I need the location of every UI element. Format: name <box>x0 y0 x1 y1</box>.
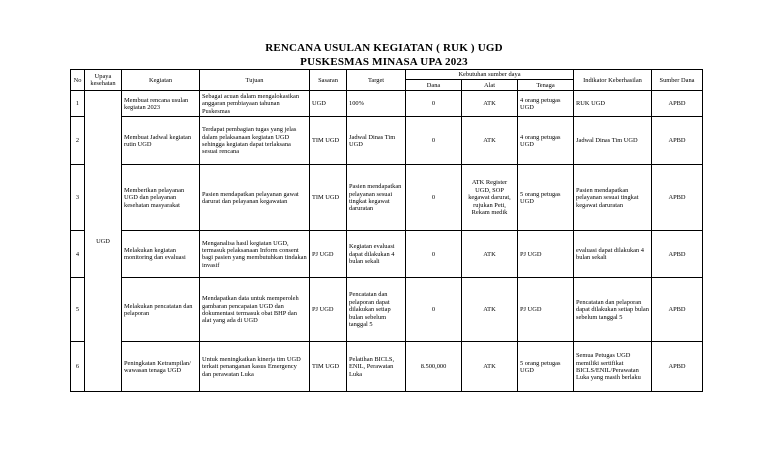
cell-tenaga: 4 orang petugas UGD <box>518 91 574 117</box>
header-dana: Dana <box>406 80 462 91</box>
header-tenaga: Tenaga <box>518 80 574 91</box>
cell-tujuan: Menganalisa hasil kegiatan UGD, termasuk pelaksanaan Inform consent bagi pasien yang membutuhkan tindakan invasif <box>200 231 310 278</box>
cell-sumber: APBD <box>652 117 703 165</box>
cell-no: 5 <box>71 278 85 342</box>
cell-tujuan: Sebagai acuan dalam mengalokasikan anggaran pembiayaan tahunan Puskesmas <box>200 91 310 117</box>
cell-no: 1 <box>71 91 85 117</box>
cell-dana: 0 <box>406 91 462 117</box>
cell-sumber: APBD <box>652 231 703 278</box>
header-sumber: Sumber Dana <box>652 70 703 91</box>
cell-tenaga: 5 orang petugas UGD <box>518 342 574 392</box>
document-subtitle: PUSKESMAS MINASA UPA 2023 <box>300 56 468 68</box>
header-alat: Alat <box>462 80 518 91</box>
cell-tujuan: Untuk meningkatkan kinerja tim UGD terkait penanganan kasus Emergency dan perawatan Luka <box>200 342 310 392</box>
cell-indikator: Semua Petugas UGD memiliki sertifikat BICLS/ENIL/Perawatan Luka yang masih berlaku <box>574 342 652 392</box>
cell-alat: ATK <box>462 117 518 165</box>
cell-sasaran: TIM UGD <box>310 117 347 165</box>
cell-tujuan: Mendapatkan data untuk memperoleh gambaran pencapaian UGD dan dokumentasi termasuk obat BHP dan alat yang ada di UGD <box>200 278 310 342</box>
table-row <box>71 342 703 392</box>
header-kebutuhan: Kebutuhan sumber daya <box>406 70 574 80</box>
header-no: No <box>71 70 85 91</box>
cell-sasaran: TIM UGD <box>310 165 347 231</box>
cell-sumber: APBD <box>652 165 703 231</box>
cell-indikator: evaluasi dapat dilakukan 4 bulan sekali <box>574 231 652 278</box>
cell-dana: 8.500,000 <box>406 342 462 392</box>
header-tujuan: Tujuan <box>200 70 310 91</box>
cell-dana: 0 <box>406 165 462 231</box>
cell-dana: 0 <box>406 117 462 165</box>
header-sasaran: Sasaran <box>310 70 347 91</box>
cell-no: 3 <box>71 165 85 231</box>
cell-target: Kegiatan evaluasi dapat dilakukan 4 bulan sekali <box>347 231 406 278</box>
cell-target: 100% <box>347 91 406 117</box>
cell-no: 2 <box>71 117 85 165</box>
cell-sasaran: PJ UGD <box>310 278 347 342</box>
cell-indikator: RUK UGD <box>574 91 652 117</box>
cell-target: Jadwal Dinas Tim UGD <box>347 117 406 165</box>
table-row <box>71 278 703 342</box>
cell-sumber: APBD <box>652 278 703 342</box>
cell-sumber: APBD <box>652 91 703 117</box>
cell-sumber: APBD <box>652 342 703 392</box>
cell-target: Pelatihan BICLS, ENIL, Perawatan Luka <box>347 342 406 392</box>
cell-target: Pasien mendapatkan pelayanan sesuai tingkat kegawat daruratan <box>347 165 406 231</box>
document-title: RENCANA USULAN KEGIATAN ( RUK ) UGD <box>265 42 503 54</box>
cell-alat: ATK <box>462 231 518 278</box>
cell-alat: ATK Register UGD, SOP kegawat darurat, rujukan Peti, Rekam medik <box>462 165 518 231</box>
cell-kegiatan: Melakukan kegiatan monitoring dan evaluasi <box>122 231 200 278</box>
cell-target: Pencatatan dan pelaporan dapat dilakukan setiap bulan sebelum tanggal 5 <box>347 278 406 342</box>
cell-tenaga: 4 orang petugas UGD <box>518 117 574 165</box>
cell-kegiatan: Membuat rencana usulan kegiatan 2023 <box>122 91 200 117</box>
cell-alat: ATK <box>462 342 518 392</box>
cell-tujuan: Terdapat pembagian tugas yang jelas dalam pelaksanaan kegiatan UGD sehingga kegiatan dapat terlaksana sesuai rencana <box>200 117 310 165</box>
cell-dana: 0 <box>406 278 462 342</box>
header-upaya: Upaya kesehatan <box>85 70 122 91</box>
cell-sasaran: PJ UGD <box>310 231 347 278</box>
table-row <box>71 165 703 231</box>
ruk-table <box>70 69 703 392</box>
cell-dana: 0 <box>406 231 462 278</box>
cell-upaya: UGD <box>85 91 122 392</box>
cell-alat: ATK <box>462 278 518 342</box>
header-kegiatan: Kegiatan <box>122 70 200 91</box>
cell-indikator: Pencatatan dan pelaporan dapat dilakukan setiap bulan sebelum tanggal 5 <box>574 278 652 342</box>
cell-no: 6 <box>71 342 85 392</box>
table-row <box>71 231 703 278</box>
cell-tenaga: PJ UGD <box>518 278 574 342</box>
cell-kegiatan: Peningkatan Ketrampilan/ wawasan tenaga UGD <box>122 342 200 392</box>
cell-alat: ATK <box>462 91 518 117</box>
cell-sasaran: UGD <box>310 91 347 117</box>
cell-kegiatan: Memberikan pelayanan UGD dan pelayanan kesehatan masyarakat <box>122 165 200 231</box>
cell-kegiatan: Melakukan pencatatan dan pelaporan <box>122 278 200 342</box>
cell-tujuan: Pasien mendapatkan pelayanan gawat darurat dan pelayanan kegawatan <box>200 165 310 231</box>
header-row-1 <box>71 70 703 80</box>
cell-kegiatan: Membuat Jadwal kegiatan rutin UGD <box>122 117 200 165</box>
header-target: Target <box>347 70 406 91</box>
cell-tenaga: PJ UGD <box>518 231 574 278</box>
cell-no: 4 <box>71 231 85 278</box>
cell-indikator: Pasien mendapatkan pelayanan sesuai tingkat kegawat daruratan <box>574 165 652 231</box>
cell-indikator: Jadwal Dinas Tim UGD <box>574 117 652 165</box>
cell-sasaran: TIM UGD <box>310 342 347 392</box>
table-row <box>71 117 703 165</box>
header-indikator: Indikator Keberhasilan <box>574 70 652 91</box>
table-row <box>71 91 703 117</box>
cell-tenaga: 5 orang petugas UGD <box>518 165 574 231</box>
